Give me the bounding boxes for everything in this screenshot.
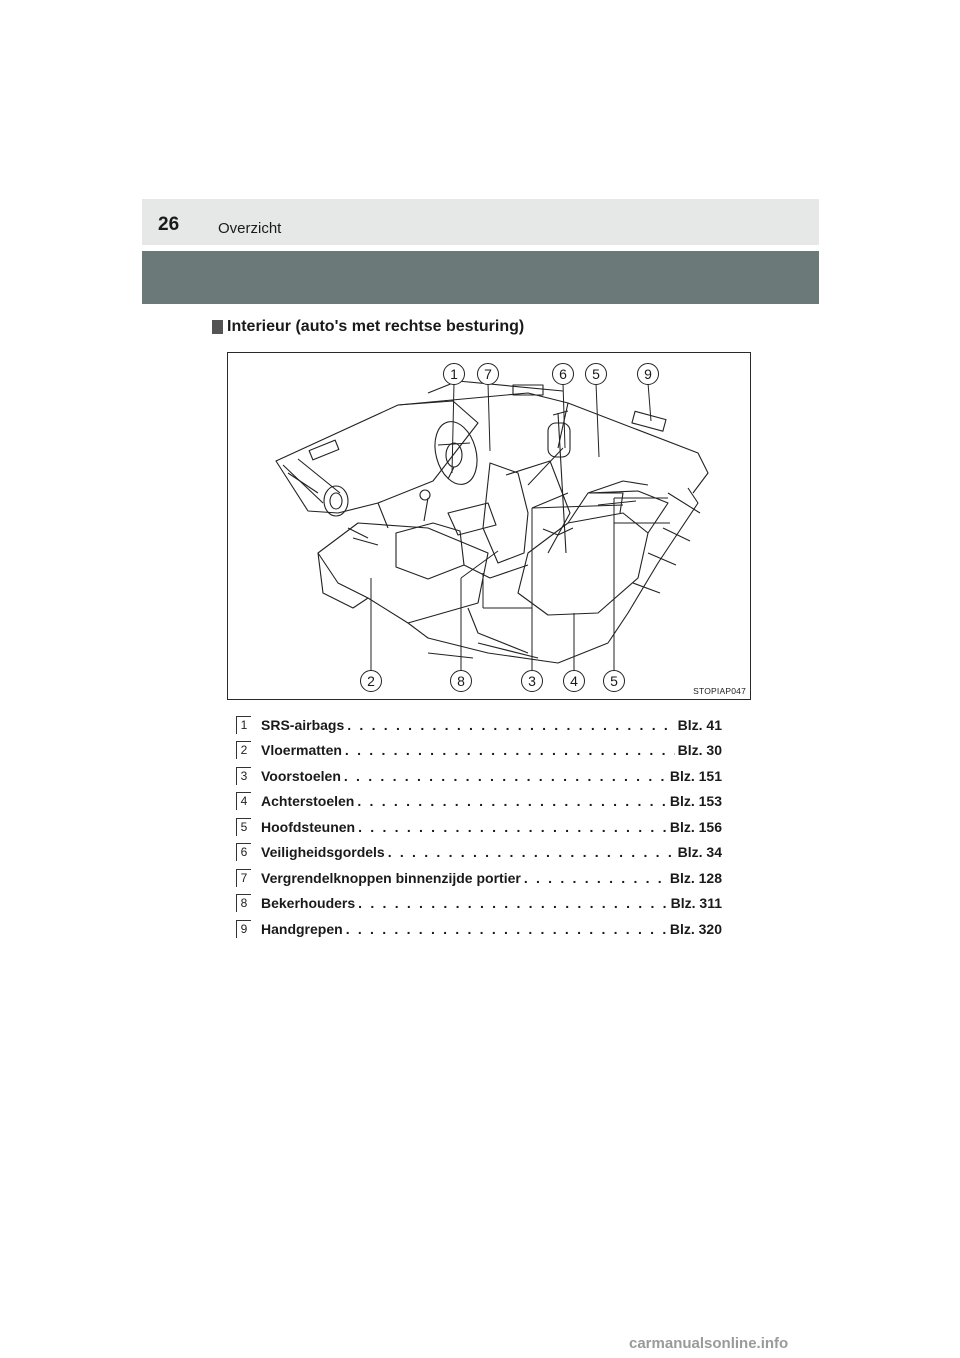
item-label: Vloermatten [261,742,342,759]
dot-leader [524,870,667,886]
list-item [236,840,722,866]
callout-top-3: 6 [552,363,574,385]
page-number: 26 [158,214,180,235]
item-page-link[interactable]: Blz. 151 [669,767,722,784]
interior-figure [227,352,751,700]
item-page-link[interactable]: Blz. 34 [677,844,722,861]
callout-top-1: 1 [443,363,465,385]
dot-leader [347,717,674,733]
item-page-link[interactable]: Blz. 128 [669,869,722,886]
callouts [228,353,750,699]
item-label: Hoofdsteunen [261,818,356,835]
callout-bottom-3: 3 [521,670,543,692]
section-marker-icon [212,320,223,334]
component-list [236,712,722,942]
item-number: 7 [236,869,251,887]
list-item [236,916,722,942]
list-item [236,738,722,764]
chapter-title: Overzicht [218,220,282,237]
list-item [236,865,722,891]
item-page-link[interactable]: Blz. 311 [670,895,722,912]
callout-bottom-1: 2 [360,670,382,692]
item-number: 3 [236,767,251,785]
item-number: 4 [236,792,251,810]
item-label: Vergrendelknoppen binnenzijde portier [261,869,521,886]
list-item [236,814,722,840]
item-number: 1 [236,716,251,734]
item-page-link[interactable]: Blz. 30 [677,742,722,759]
callout-bottom-5: 5 [603,670,625,692]
callout-bottom-4: 4 [563,670,585,692]
section-title: Interieur (auto's met rechtse besturing) [227,318,525,335]
dot-leader [357,793,667,809]
figure-code: STOPIAP047 [693,686,746,696]
callout-bottom-2: 8 [450,670,472,692]
dot-leader [358,819,667,835]
item-page-link[interactable]: Blz. 156 [669,818,722,835]
item-number: 5 [236,818,251,836]
dot-leader [345,742,675,758]
item-label: Voorstoelen [261,767,341,784]
list-item [236,712,722,738]
dot-leader [388,844,675,860]
section-band [142,251,819,304]
item-label: Handgrepen [261,920,343,937]
list-item [236,763,722,789]
callout-top-5: 9 [637,363,659,385]
callout-top-2: 7 [477,363,499,385]
item-number: 2 [236,741,251,759]
item-label: Veiligheidsgordels [261,844,385,861]
item-label: Bekerhouders [261,895,356,912]
list-item [236,891,722,917]
item-label: SRS-airbags [261,716,345,733]
item-label: Achterstoelen [261,793,355,810]
callout-top-4: 5 [585,363,607,385]
item-number: 8 [236,894,251,912]
list-item [236,789,722,815]
dot-leader [346,921,667,937]
dot-leader [358,895,667,911]
item-number: 9 [236,920,251,938]
dot-leader [344,768,667,784]
item-page-link[interactable]: Blz. 320 [669,920,722,937]
item-number: 6 [236,843,251,861]
item-page-link[interactable]: Blz. 153 [669,793,722,810]
item-page-link[interactable]: Blz. 41 [677,716,722,733]
watermark: carmanualsonline.info [629,1335,789,1352]
